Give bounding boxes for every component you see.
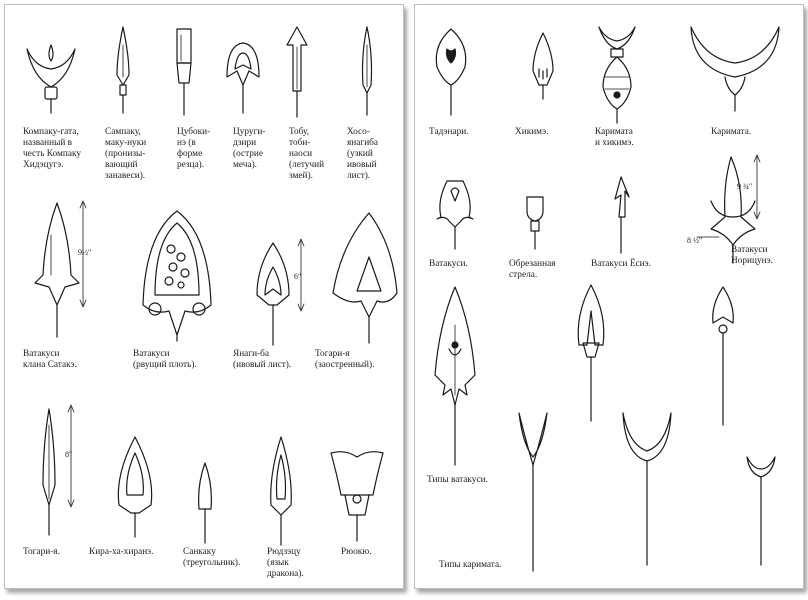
tsubokine-arrowhead xyxy=(177,29,191,115)
caption-yanagiba: Янаги-ба (ивовый лист). xyxy=(233,349,292,370)
cut-arrow xyxy=(527,197,543,249)
sankaku-arrowhead xyxy=(199,463,212,543)
tsurugi-dziri-arrowhead xyxy=(227,43,259,113)
tadenari-arrowhead xyxy=(436,29,465,115)
left-page xyxy=(4,4,404,589)
measure-label: 8″ xyxy=(65,450,73,459)
caption-satake: Ватакуси клана Сатакэ. xyxy=(23,349,77,370)
caption-tsurugi-dziri: Цуруги- дзири (острие меча). xyxy=(233,127,266,170)
ryudzetsu-arrowhead xyxy=(271,437,292,545)
karimata-hikime-arrowhead xyxy=(599,27,635,123)
hoso-yanagiba-arrowhead xyxy=(363,27,372,115)
caption-types-karimata: Типы каримата. xyxy=(439,560,502,570)
measure-label: 9 ¾″ xyxy=(737,182,753,191)
kira-ha-hiranə-arrowhead xyxy=(118,437,151,537)
togari-ya-sharp-arrowhead xyxy=(333,213,397,343)
caption-togari: Тогари-я. xyxy=(23,547,60,557)
caption-watakusi-flesh: Ватакуси (рвущий плоть). xyxy=(133,349,197,370)
caption-hoso-yanagiba: Хосо- янагиба (узкий ивовый лист). xyxy=(347,127,379,181)
caption-karimata: Каримата. xyxy=(711,127,752,137)
togari-ya-arrowhead xyxy=(43,405,74,535)
types-karimata-head-4 xyxy=(623,413,671,565)
sampaku-arrowhead xyxy=(117,27,129,113)
kompaku-gata-arrowhead xyxy=(27,45,75,113)
caption-karimata-hikime: Каримата и хикимэ. xyxy=(595,127,634,148)
caption-watakusi: Ватакуси. xyxy=(429,259,468,269)
caption-togari-sharp: Тогари-я (заостренный). xyxy=(315,349,375,370)
types-karimata-head-1 xyxy=(578,285,604,421)
satake-watakusi-arrowhead xyxy=(35,201,91,337)
caption-sampaku: Сампаку, маку-нуки (пронизы- вающий занавеси). xyxy=(105,127,147,181)
right-page-illustrations xyxy=(415,5,803,588)
caption-watakusi-yoshie: Ватакуси Ёсиэ. xyxy=(591,259,651,269)
caption-tadenari: Тадэнари. xyxy=(429,127,469,137)
watakusi-yoshie-arrowhead xyxy=(615,177,629,253)
caption-types-watakusi: Типы ватакуси. xyxy=(427,475,488,485)
caption-tsubokine: Цубоки- нэ (в форме резца). xyxy=(177,127,211,170)
measure-label: 9½″ xyxy=(78,248,92,257)
caption-kompaku-gata: Компаку-гата, названный в честь Компаку Хидэцугэ. xyxy=(23,127,82,170)
ryuokyu-arrowhead xyxy=(331,452,383,541)
caption-cut-arrow: Обрезанная стрела. xyxy=(509,259,556,280)
measure-label: 8 ½″ xyxy=(687,236,703,245)
hikime-arrowhead xyxy=(533,33,553,99)
caption-watakusi-noritsune: Ватакуси Норицунэ. xyxy=(731,245,773,266)
measure-label: 6″ xyxy=(294,272,302,281)
karimata-arrowhead xyxy=(691,27,779,111)
left-page-illustrations xyxy=(5,5,403,588)
caption-sankaku: Санкаку (треугольник). xyxy=(183,547,241,568)
watakusi-arrowhead xyxy=(437,181,473,249)
caption-hikime: Хикимэ. xyxy=(515,127,549,137)
caption-ryuokyu: Рюокю. xyxy=(341,547,372,557)
watakusi-flesh-arrowhead xyxy=(143,211,211,341)
right-page xyxy=(414,4,804,589)
types-karimata-head-2 xyxy=(713,287,734,425)
types-karimata-head-5 xyxy=(747,457,775,565)
types-watakusi-arrowhead xyxy=(435,287,475,465)
tobu-arrowhead xyxy=(287,27,307,117)
caption-kira-ha-hirane: Кира-ха-хиранэ. xyxy=(89,547,154,557)
yanagiba-arrowhead xyxy=(257,239,304,345)
types-karimata-head-3 xyxy=(519,413,547,571)
caption-tobu: Тобу, тоби- наоси (летучий змей). xyxy=(289,127,325,181)
caption-ryudzetsu: Рюдзэцу (язык дракона). xyxy=(267,547,304,579)
